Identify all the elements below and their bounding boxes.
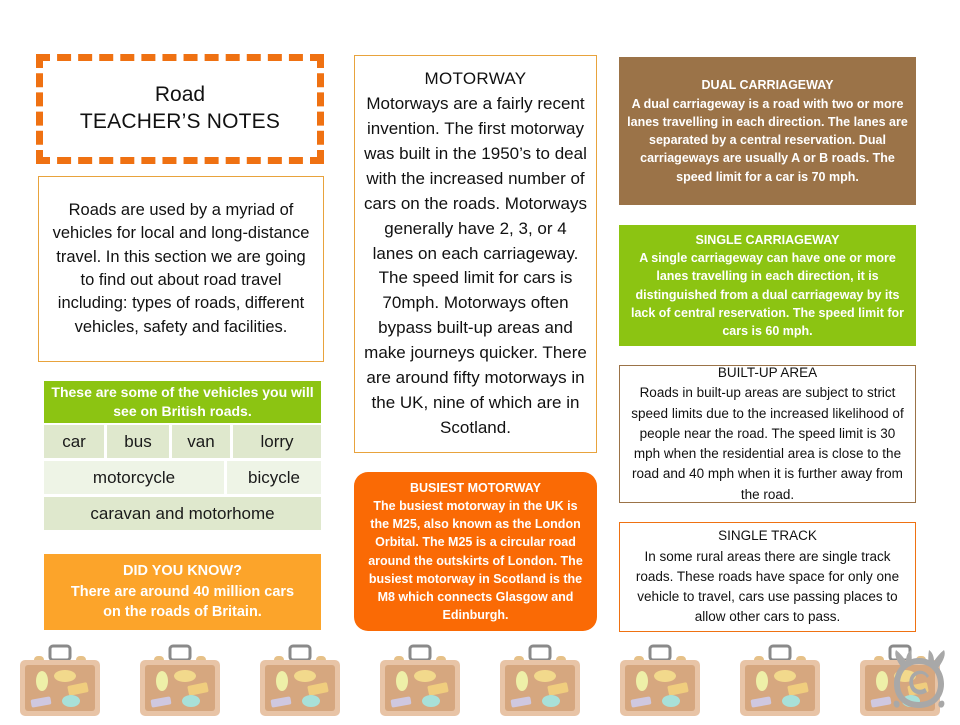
single-carriageway-heading: SINGLE CARRIAGEWAY — [695, 232, 840, 247]
vehicles-header-text: These are some of the vehicles you will see on British roads. — [51, 384, 314, 419]
title-line-1: Road — [154, 83, 206, 107]
dual-carriageway-heading: DUAL CARRIAGEWAY — [701, 78, 834, 93]
vehicle-cell-motorcycle: motorcycle — [44, 461, 224, 494]
dual-carriageway-box — [619, 57, 916, 205]
dual-carriageway-body: A dual carriageway is a road with two or more lanes travelling in each direction. The lanes are separated by a central reservation. Dual carriageways are usually A or B roads. The speed limit for a car is 70 mph. — [627, 96, 908, 184]
built-up-area-body: Roads in built-up areas are subject to strict speed limits due to the increased likelihood of people near the road. The speed limit is 30 mph when the residential area is close to the road and 40 mph when it is further away from the road. — [631, 385, 904, 502]
busiest-motorway-box — [354, 472, 597, 631]
suitcase-icon — [360, 640, 480, 720]
did-you-know-line-2: on the roads of Britain. — [103, 604, 262, 621]
vehicle-cell-lorry: lorry — [233, 425, 321, 458]
suitcase-icon — [480, 640, 600, 720]
single-track-box — [619, 522, 916, 632]
suitcase-icon — [240, 640, 360, 720]
suitcase-icon — [600, 640, 720, 720]
single-track-body: In some rural areas there are single track roads. These roads have space for only one vehicle to travel, cars use passing places to allow other cars to pass. — [635, 548, 900, 625]
did-you-know-line-1: There are around 40 million cars — [70, 583, 295, 600]
suitcase-icon — [0, 640, 120, 720]
single-track-heading: SINGLE TRACK — [718, 528, 817, 544]
built-up-area-heading: BUILT-UP AREA — [717, 365, 818, 381]
did-you-know-heading: DID YOU KNOW? — [123, 563, 242, 580]
single-carriageway-body: A single carriageway can have one or more lanes travelling in each direction, it is distinguished from a dual carriageway by its lack of central reservation. The speed limit for cars is 60 mph. — [630, 251, 904, 338]
vehicles-table — [44, 425, 321, 530]
table-row — [44, 497, 321, 530]
title-line-2: TEACHER’S NOTES — [79, 110, 281, 133]
vehicle-cell-caravan-motorhome: caravan and motorhome — [44, 497, 321, 530]
vehicle-cell-van: van — [172, 425, 230, 458]
busiest-motorway-body: The busiest motorway in the UK is the M25, also known as the London Orbital. The M25 is a circular road around the outskirts of London. The busiest motorway in Scotland is the M8 which connects Glasgow and Edinburgh. — [368, 499, 583, 622]
vehicle-cell-bus: bus — [107, 425, 169, 458]
copyright-antler-logo-icon — [882, 646, 956, 712]
table-row — [44, 461, 321, 494]
intro-text-box — [38, 176, 324, 362]
table-row — [44, 425, 321, 458]
suitcase-icon — [120, 640, 240, 720]
teacher-notes-title-box — [36, 54, 324, 164]
built-up-area-box — [619, 365, 916, 503]
motorway-heading: MOTORWAY — [424, 68, 527, 88]
suitcase-decoration-strip — [0, 640, 960, 720]
busiest-motorway-heading: BUSIEST MOTORWAY — [409, 481, 542, 495]
motorway-body: Motorways are a fairly recent invention. The first motorway was built in the 1950’s to deal with the increased number of cars on the roads. Motorways generally have 2, 3, or 4 lanes on each carriageway. The speed limit for cars is 70mph. Motorways often bypass built-up areas and make journeys quicker. There are around fifty motorways in the UK, nine of which are in Scotland. — [364, 93, 587, 438]
vehicles-table-header — [44, 381, 321, 423]
vehicle-cell-car: car — [44, 425, 104, 458]
did-you-know-box — [44, 554, 321, 630]
vehicle-cell-bicycle: bicycle — [227, 461, 321, 494]
motorway-box — [354, 55, 597, 453]
intro-paragraph: Roads are used by a myriad of vehicles for local and long-distance travel. In this section we are going to find out about road travel including: types of roads, different vehicles, safety and facilities. — [52, 200, 310, 336]
suitcase-icon — [720, 640, 840, 720]
single-carriageway-box — [619, 225, 916, 346]
